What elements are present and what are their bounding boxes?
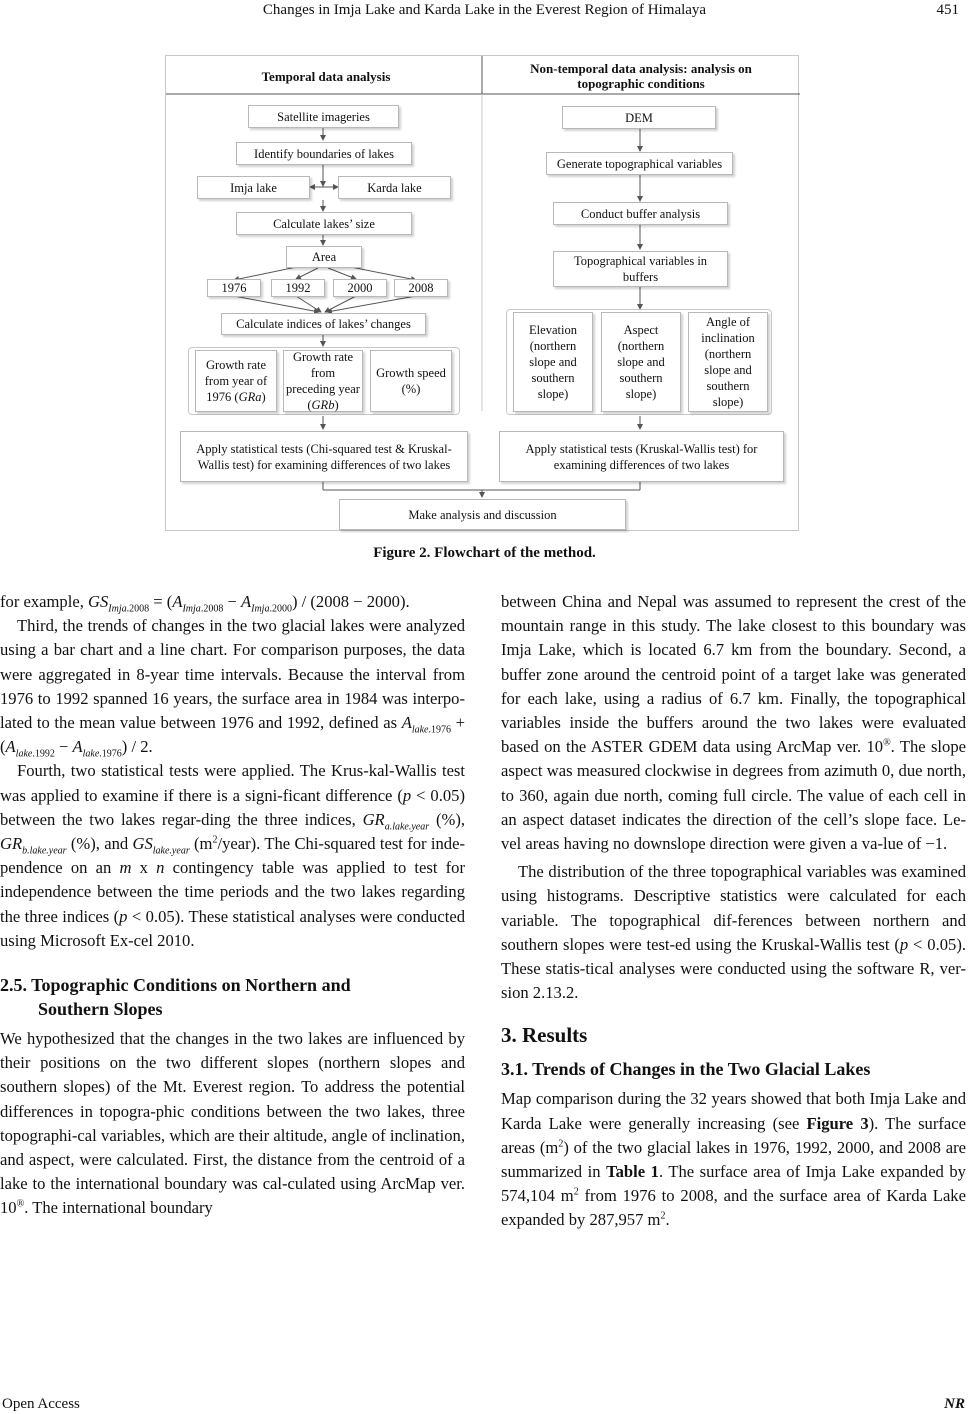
apply-tests-left-box: Apply statistical tests (Chi-squared test & Kruskal-Wallis test) for examining differences of two lakes: [180, 431, 468, 482]
paragraph: We hypothesized that the changes in the two lakes are influenced by their positions on the two different slopes (northern slopes and southern slopes) of the Mt. Everest region. To address the potential differences in topogra-phic conditions between the two lakes, three topographi-cal variables, which are their altitude, angle of inclination, and aspect, were calculated. First, the distance from the centroid of a lake to the international boundary was cal-culated using ArcMap ver. 10®. The international boundary: [0, 1029, 465, 1218]
running-header: [0, 2, 969, 22]
running-title: Changes in Imja Lake and Karda Lake in the Everest Region of Himalaya: [262, 2, 707, 18]
identify-boundaries-box: Identify boundaries of lakes: [236, 142, 412, 165]
year-1976-box: 1976: [207, 279, 261, 297]
paragraph: The distribution of the three topographical variables was examined using histograms. Descriptive statistics were calculated for each variable. The topographical dif-ferences between northern and southern slopes were test-ed using the Kruskal-Wallis test (p < 0.05). These statis-tical analyses were conducted using the software R, ver-sion 2.13.2.: [501, 862, 966, 1003]
paragraph: Third, the trends of changes in the two glacial lakes were analyzed using a bar chart and a line chart. For comparison purposes, the data were aggregated in 8-year time intervals. Because the interval from 1976 to 1992 spanned 16 years, the surface area in 1984 was interpo-lated to the mean value between 1976 and 1992, defined as $A_{lake.1976} + (A_{lake.1992} - A_{lake.1976}) / 2$.: [0, 616, 465, 760]
journal-abbrev: NR: [944, 1396, 965, 1412]
karda-lake-box: Karda lake: [338, 176, 451, 199]
paragraph: between China and Nepal was assumed to represent the crest of the mountain range in this study. The lake closest to this boundary was Imja Lake, which is located 6.7 km from the boundary. Second, a buffer zone around the centroid point of a target lake was generated for each lake, using a radius of 6.7 km. Finally, the topographical variables inside the buffers around the two lakes were evaluated based on the ASTER GDEM data using ArcMap ver. 10®. The slope aspect was measured clockwise in degrees from azimuth 0, due north, to 360, again due north, coming full circle. The value of each cell in an aspect dataset indicates the direction of the cell’s slope face. Le-vel areas having no downslope direction were given a va-lue of −1.: [501, 592, 966, 854]
growth-rate-a-box: Growth rate from year of 1976 (GRa): [195, 350, 277, 412]
year-2000-box: 2000: [333, 279, 387, 297]
elevation-box: Elevation (northern slope and southern slope): [513, 312, 593, 412]
section-heading-3-1: 3.1. Trends of Changes in the Two Glacial Lakes: [501, 1059, 871, 1080]
flowchart-figure: [165, 55, 799, 531]
paragraph: Map comparison during the 32 years showed that both Imja Lake and Karda Lake were generally increasing (see Figure 3). The surface areas $(m^2)$ of the two glacial lakes in 1976, 1992, 2000, and 2008 are summarized in Table 1. The surface area of Imja Lake expanded by 574,104 $m^2$ from 1976 to 2008, and the surface area of Karda Lake expanded by 287,957 $m^2$.: [501, 1089, 966, 1230]
apply-tests-right-box: Apply statistical tests (Kruskal-Wallis test) for examining differences of two lakes: [499, 431, 784, 482]
growth-speed-box: Growth speed (%): [370, 350, 452, 412]
generate-topo-box: Generate topographical variables: [546, 152, 733, 175]
topo-buffers-box: Topographical variables in buffers: [553, 251, 728, 287]
growth-rate-b-box: Growth rate from preceding year (GRb): [283, 350, 363, 412]
area-box: Area: [286, 246, 362, 268]
right-column: [501, 590, 966, 1233]
year-1992-box: 1992: [271, 279, 325, 297]
year-2008-box: 2008: [394, 279, 448, 297]
satellite-imageries-box: Satellite imageries: [248, 105, 399, 128]
calculate-size-box: Calculate lakes’ size: [236, 212, 412, 235]
figure-caption: Figure 2. Flowchart of the method.: [373, 545, 596, 561]
dem-box: DEM: [562, 106, 716, 129]
left-column: [0, 590, 465, 1221]
calculate-indices-box: Calculate indices of lakes’ changes: [221, 313, 426, 335]
paragraph: Fourth, two statistical tests were applied. The Krus-kal-Wallis test was applied to examine if there is a signi-ficant difference (p < 0.05) between the two lakes regar-ding the three indices, $GR_{a.lake.year}$ (%), $GR_{b.lake.year}$ (%), and $GS_{lake.year}$ $(m^2/year)$. The Chi-squared test for inde-pendence on an m x n contingency table was applied to test for independence between the time periods and the two lakes regarding the three indices (p < 0.05). These statistical analyses were conducted using Microsoft Ex-cel 2010.: [0, 761, 465, 950]
make-analysis-box: Make analysis and discussion: [339, 499, 626, 530]
imja-lake-box: Imja lake: [197, 176, 310, 199]
section-heading-2-5: 2.5. Topographic Conditions on Northern and Southern Slopes: [0, 975, 351, 1020]
temporal-header: Temporal data analysis: [261, 68, 391, 84]
buffer-analysis-box: Conduct buffer analysis: [553, 202, 728, 225]
aspect-box: Aspect (northern slope and southern slope): [601, 312, 681, 412]
non-temporal-header: Non-temporal data analysis: analysis on topographic conditions: [530, 61, 752, 91]
angle-box: Angle of inclination (northern slope and southern slope): [688, 312, 768, 412]
open-access-label: Open Access: [2, 1396, 80, 1412]
paragraph: for example, $GS_{Imja.2008} = (A_{Imja.2008} - A_{Imja.2000}) / (2008 - 2000)$.: [0, 592, 410, 615]
section-heading-3: 3. Results: [501, 1023, 588, 1048]
page-number: 451: [936, 2, 959, 18]
